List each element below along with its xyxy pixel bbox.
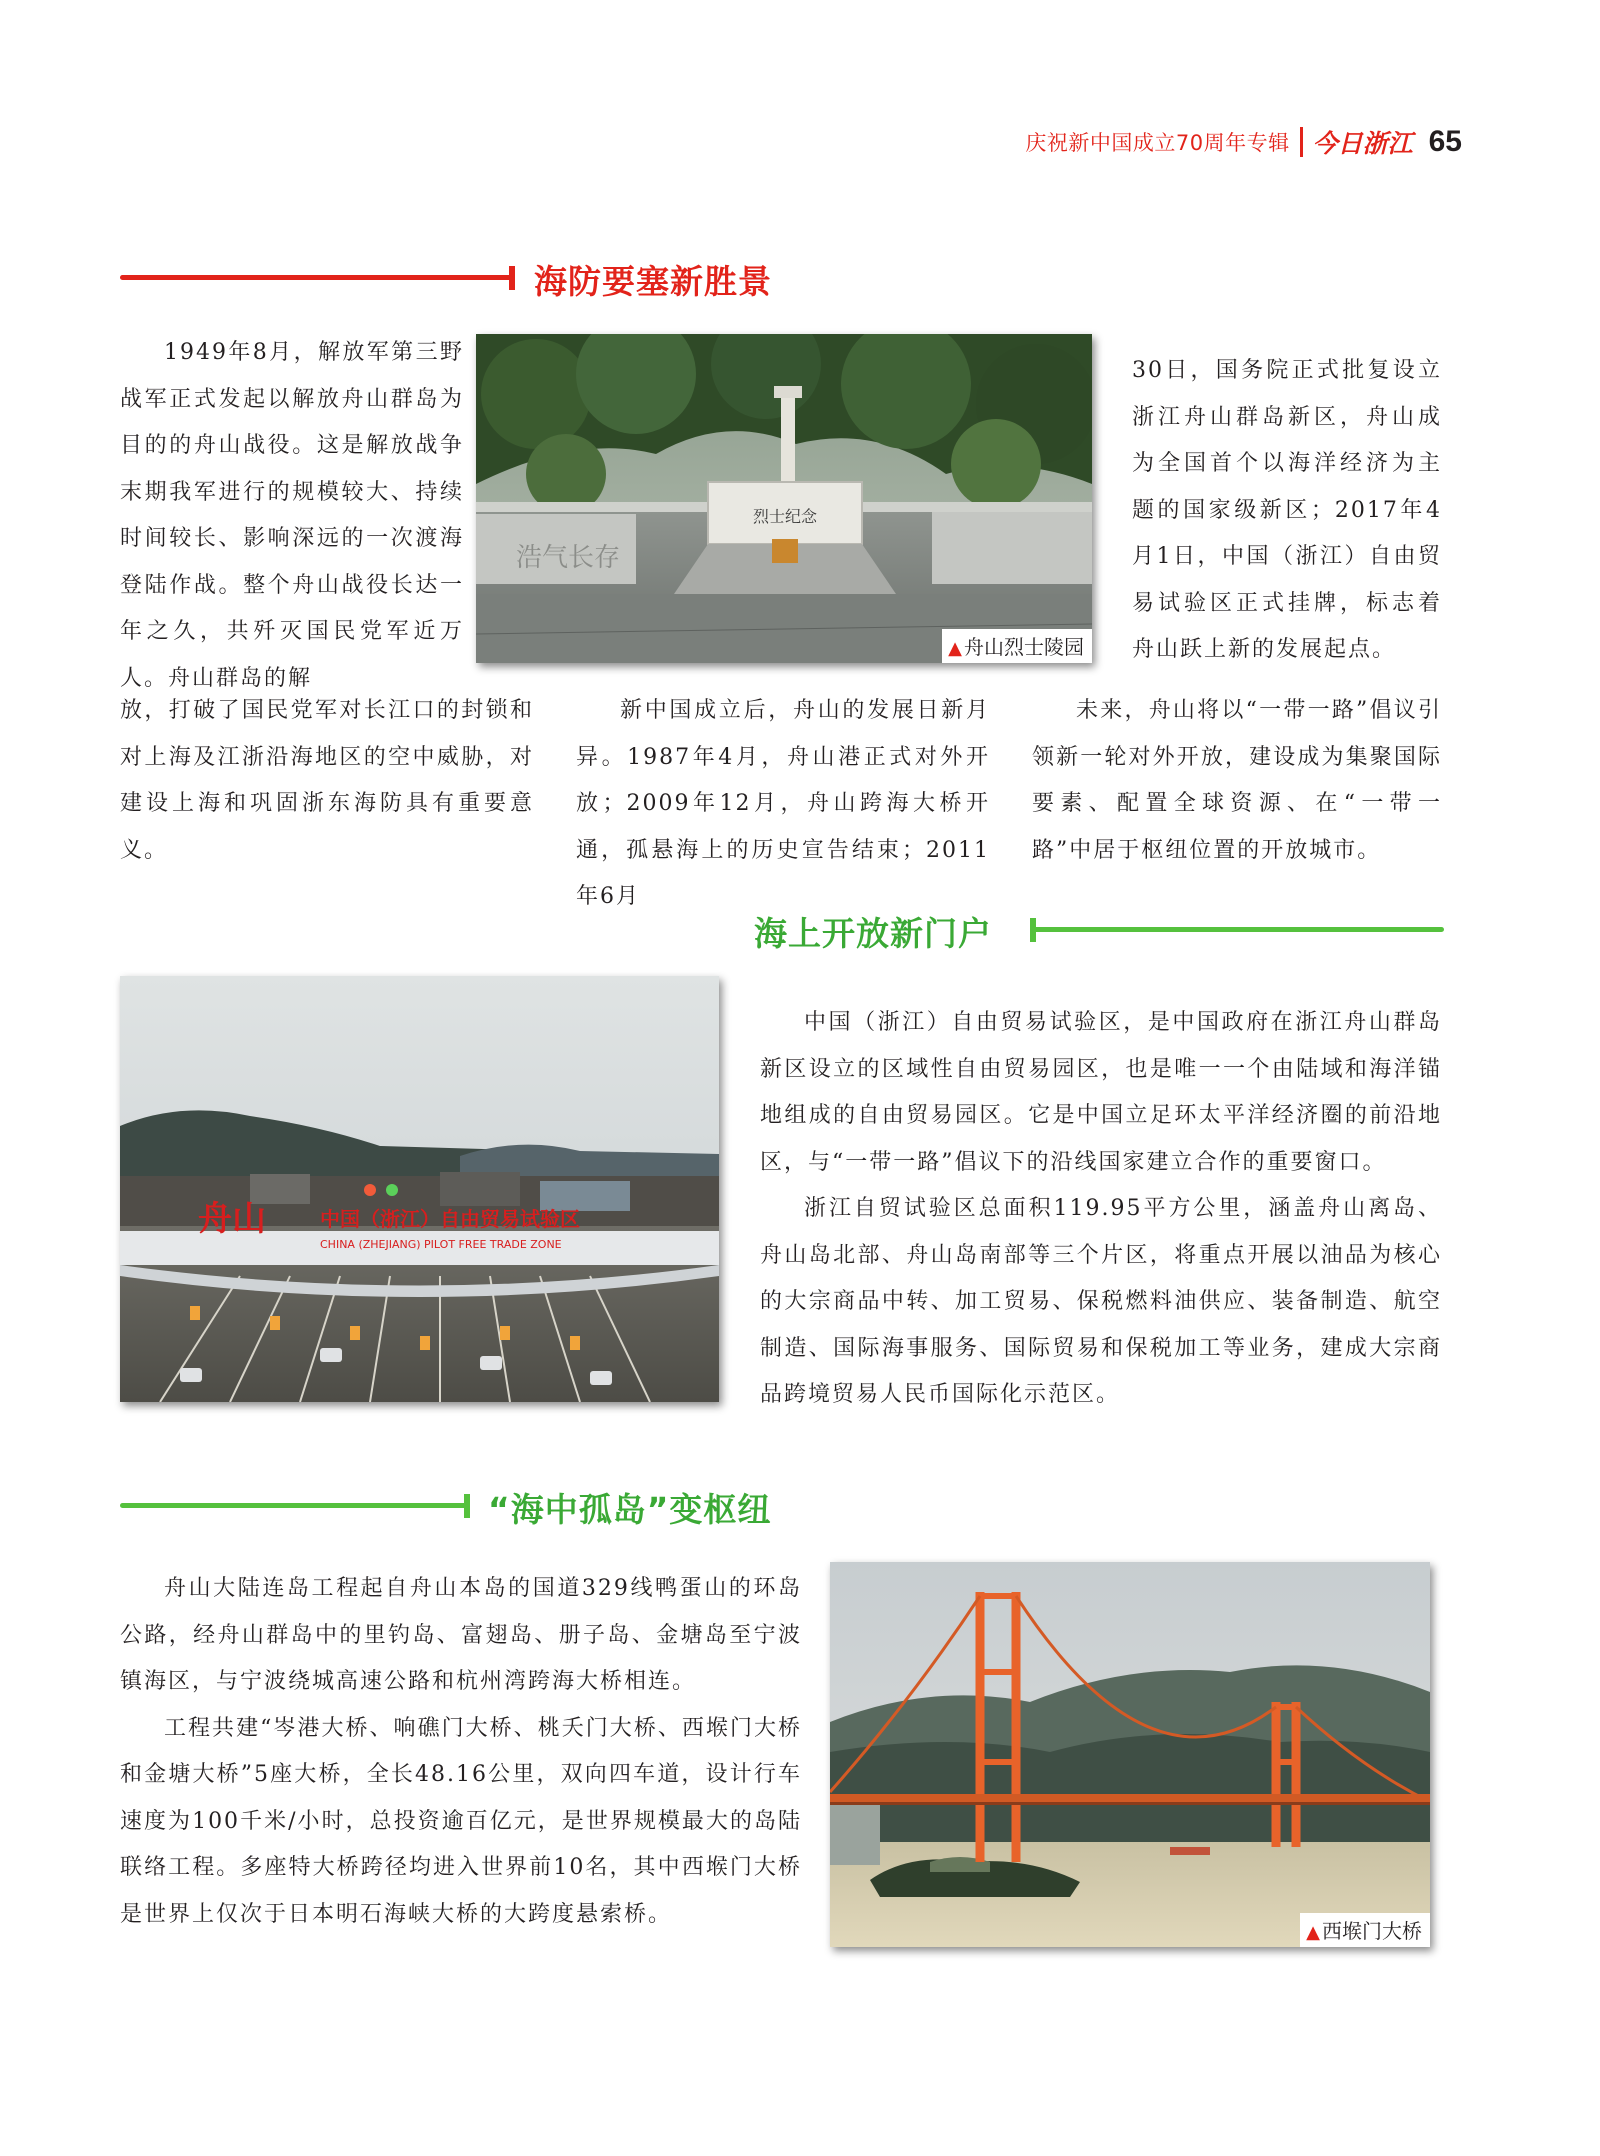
bridge-photo-caption bbox=[1300, 1913, 1430, 1947]
section1-paragraph-3: 未来，舟山将以“一带一路”倡议引领新一轮对外开放，建设成为集聚国际要素、配置全球资源、在“一带一路”中居于枢纽位置的开放城市。 bbox=[1032, 698, 1442, 863]
cemetery-photo bbox=[476, 334, 1092, 663]
section1-paragraph-2-continued: 30日，国务院正式批复设立浙江舟山群岛新区，舟山成为全国首个以海洋经济为主题的国家级新区；2017年4月1日，中国（浙江）自由贸易试验区正式挂牌，标志着舟山跃上新的发展起点。 bbox=[1132, 358, 1442, 662]
section2-heading bbox=[754, 910, 1444, 953]
section1-paragraph-2: 新中国成立后，舟山的发展日新月异。1987年4月，舟山港正式对外开放；2009年12月，舟山跨海大桥开通，孤悬海上的历史宣告结束；2011年6月 bbox=[576, 698, 990, 909]
bridge-illustration bbox=[830, 1562, 1430, 1947]
issue-special-title: 庆祝新中国成立70周年专辑 bbox=[1025, 131, 1290, 155]
triangle-icon: ▲ bbox=[948, 638, 962, 659]
free-trade-zone-photo bbox=[120, 976, 719, 1402]
section3-rule-cap bbox=[464, 1494, 470, 1518]
section3-paragraph-1: 舟山大陆连岛工程起自舟山本岛的国道329线鸭蛋山的环岛公路，经舟山群岛中的里钓岛、富翅岛、册子岛、金塘岛至宁波镇海区，与宁波绕城高速公路和杭州湾跨海大桥相连。 bbox=[120, 1576, 802, 1694]
section1-col1-upper bbox=[120, 330, 464, 702]
section3-body bbox=[120, 1566, 802, 1938]
toll-sign-english-text: CHINA (ZHEJIANG) PILOT FREE TRADE ZONE bbox=[320, 1238, 562, 1251]
section3-rule bbox=[120, 1503, 470, 1508]
xihoumen-bridge-photo bbox=[830, 1562, 1430, 1947]
page-number: 65 bbox=[1428, 125, 1462, 158]
toll-sign-left-text: 舟山 bbox=[198, 1199, 266, 1239]
bridge-caption-text: 西堠门大桥 bbox=[1322, 1919, 1422, 1943]
section1-title: 海防要塞新胜景 bbox=[534, 262, 772, 301]
section3-title: “海中孤岛”变枢纽 bbox=[488, 1490, 772, 1529]
cemetery-photo-caption bbox=[942, 629, 1092, 663]
section2-rule-cap bbox=[1030, 918, 1036, 942]
section1-col1-lower bbox=[120, 688, 534, 874]
section1-rule-cap bbox=[509, 266, 515, 290]
section2-paragraph-2: 浙江自贸试验区总面积119.95平方公里，涵盖舟山离岛、舟山岛北部、舟山岛南部等三个片区，将重点开展以油品为核心的大宗商品中转、加工贸易、保税燃料油供应、装备制造、航空制造、国际海事服务、国际贸易和保税加工等业务，建成大宗商品跨境贸易人民币国际化示范区。 bbox=[760, 1196, 1442, 1407]
section1-rule bbox=[120, 275, 515, 280]
section2-paragraph-1: 中国（浙江）自由贸易试验区，是中国政府在浙江舟山群岛新区设立的区域性自由贸易园区，也是唯一一个由陆域和海洋锚地组成的自由贸易园区。它是中国立足环太平洋经济圈的前沿地区，与“一带一路”倡议下的沿线国家建立合作的重要窗口。 bbox=[760, 1010, 1442, 1175]
running-header bbox=[1025, 124, 1462, 160]
header-divider bbox=[1300, 127, 1303, 157]
section1-heading bbox=[120, 258, 810, 301]
cemetery-caption-text: 舟山烈士陵园 bbox=[964, 635, 1084, 659]
section2-title: 海上开放新门户 bbox=[754, 914, 992, 953]
section2-body bbox=[760, 1000, 1442, 1419]
magazine-logo: 今日浙江 bbox=[1312, 129, 1413, 158]
section1-paragraph-1: 1949年8月，解放军第三野战军正式发起以解放舟山群岛为目的的舟山战役。这是解放战争末期我军进行的规模较大、持续时间较长、影响深远的一次渡海登陆作战。整个舟山战役长达一年之久，共歼灭国民党军近万人。舟山群岛的解 bbox=[120, 340, 464, 691]
memorial-wall-text: 浩气长存 bbox=[516, 543, 621, 573]
memorial-tablet-text: 烈士纪念 bbox=[752, 507, 818, 526]
section1-col3-top bbox=[1132, 348, 1442, 674]
section1-paragraph-1-continued: 放，打破了国民党军对长江口的封锁和对上海及江浙沿海地区的空中威胁，对建设上海和巩固浙东海防具有重要意义。 bbox=[120, 698, 534, 863]
section3-paragraph-2: 工程共建“岑港大桥、响礁门大桥、桃夭门大桥、西堠门大桥和金塘大桥”5座大桥，全长48.16公里，双向四车道，设计行车速度为100千米/小时，总投资逾百亿元，是世界规模最大的岛陆联络工程。多座特大桥跨径均进入世界前10名，其中西堠门大桥是世界上仅次于日本明石海峡大桥的大跨度悬索桥。 bbox=[120, 1715, 802, 1927]
cemetery-illustration bbox=[476, 334, 1092, 663]
section1-col3-bottom bbox=[1032, 688, 1442, 874]
section3-heading bbox=[120, 1486, 840, 1529]
free-trade-zone-illustration bbox=[120, 976, 719, 1402]
section1-col2 bbox=[576, 688, 990, 921]
section2-rule bbox=[1030, 927, 1444, 932]
toll-sign-chinese-text: 中国（浙江）自由贸易试验区 bbox=[320, 1207, 580, 1231]
triangle-icon: ▲ bbox=[1306, 1922, 1320, 1943]
